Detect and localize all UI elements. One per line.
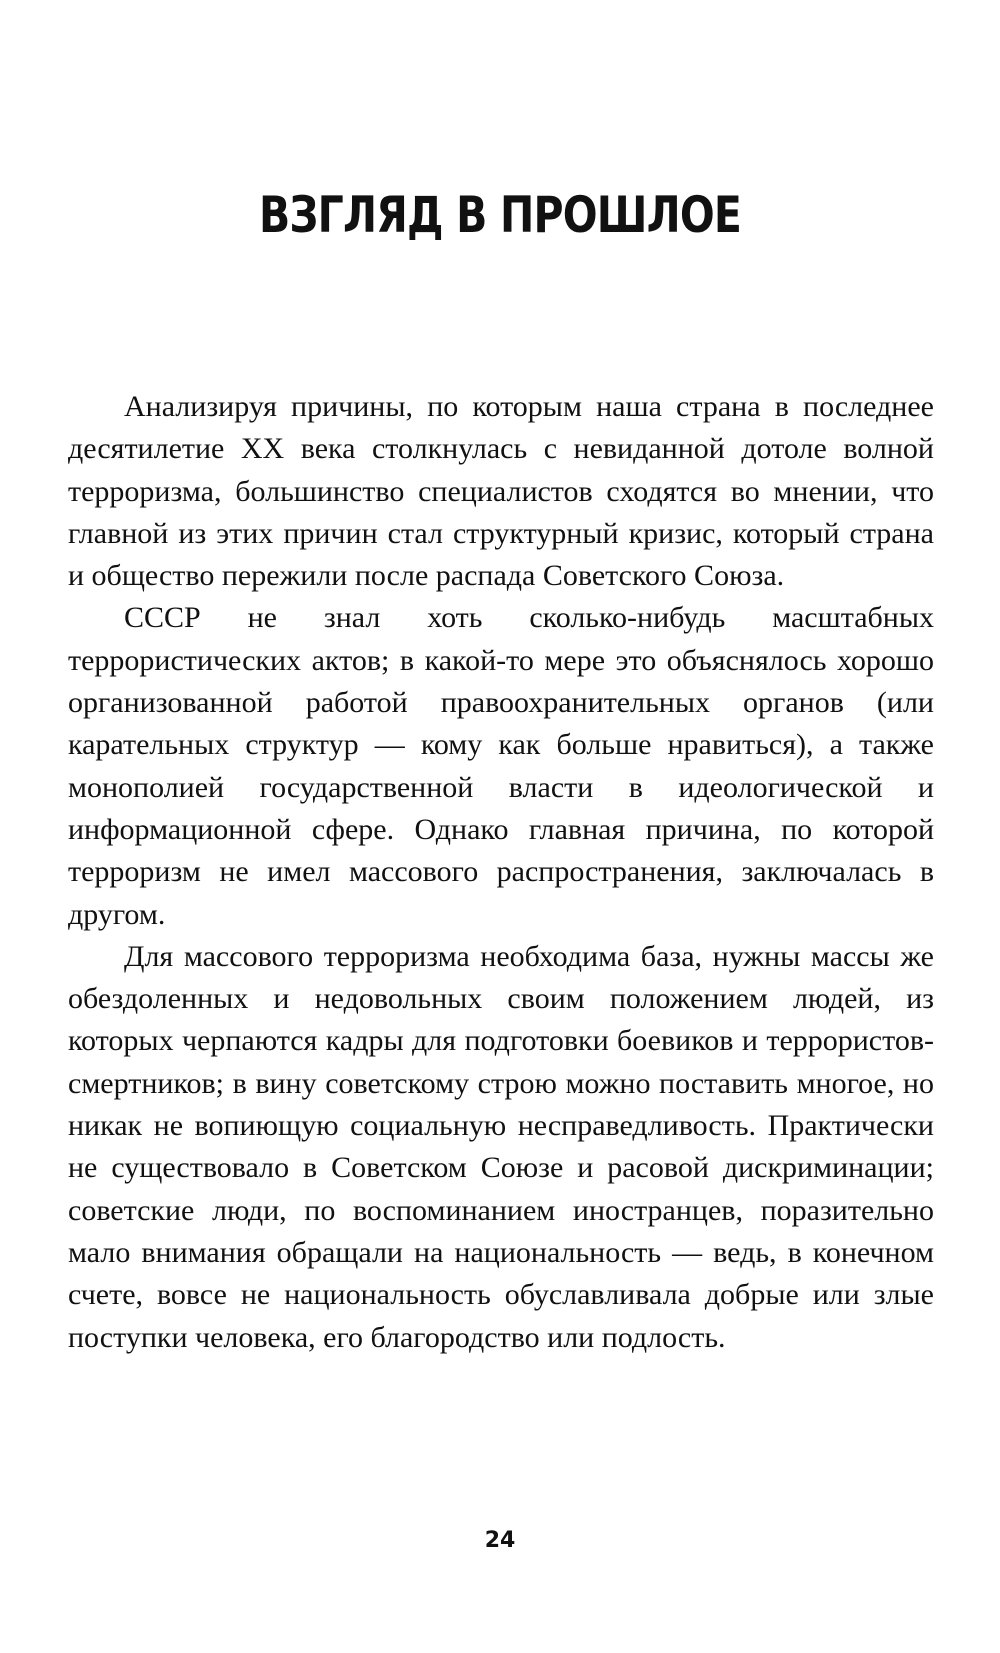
paragraph: Анализируя причины, по которым наша страна в последнее десятилетие XX века столкнулась с невиданной дотоле волной терроризма, большинство специалистов сходятся во мнении, что главной из этих причин стал структурный кризис, который страна и общество пережили после распада Советского Союза. [68,390,934,593]
chapter-title: ВЗГЛЯД В ПРОШЛОЕ [258,186,742,244]
paragraph: Для массового терроризма необходима база, нужны массы же обездоленных и недовольных своим положением людей, из которых черпаются кадры для подготовки боевиков и террористов-смертников; в вину советскому строю можно поставить многое, но никак не вопиющую социальную несправедливость. Практически не существовало в Советском Союзе и расовой дискриминации; советские люди, по воспоминанием иностранцев, поразительно мало внимания обращали на национальность — ведь, в конечном счете, вовсе не национальность обуславливала добрые или злые поступки человека, его благородство или подлость. [68,939,934,1354]
paragraph: СССР не знал хоть сколько-нибудь масштабных террористических актов; в какой-то мере это объяснялось хорошо организованной работой правоохранительных органов (или карательных структур — кому как больше нравиться), а также монополией государственной власти в идеологической и информационной сфере. Однако главная причина, по которой терроризм не имел массового распространения, заключалась в другом. [68,601,934,931]
page-number: 24 [484,1528,516,1553]
chapter-body [68,386,934,1359]
